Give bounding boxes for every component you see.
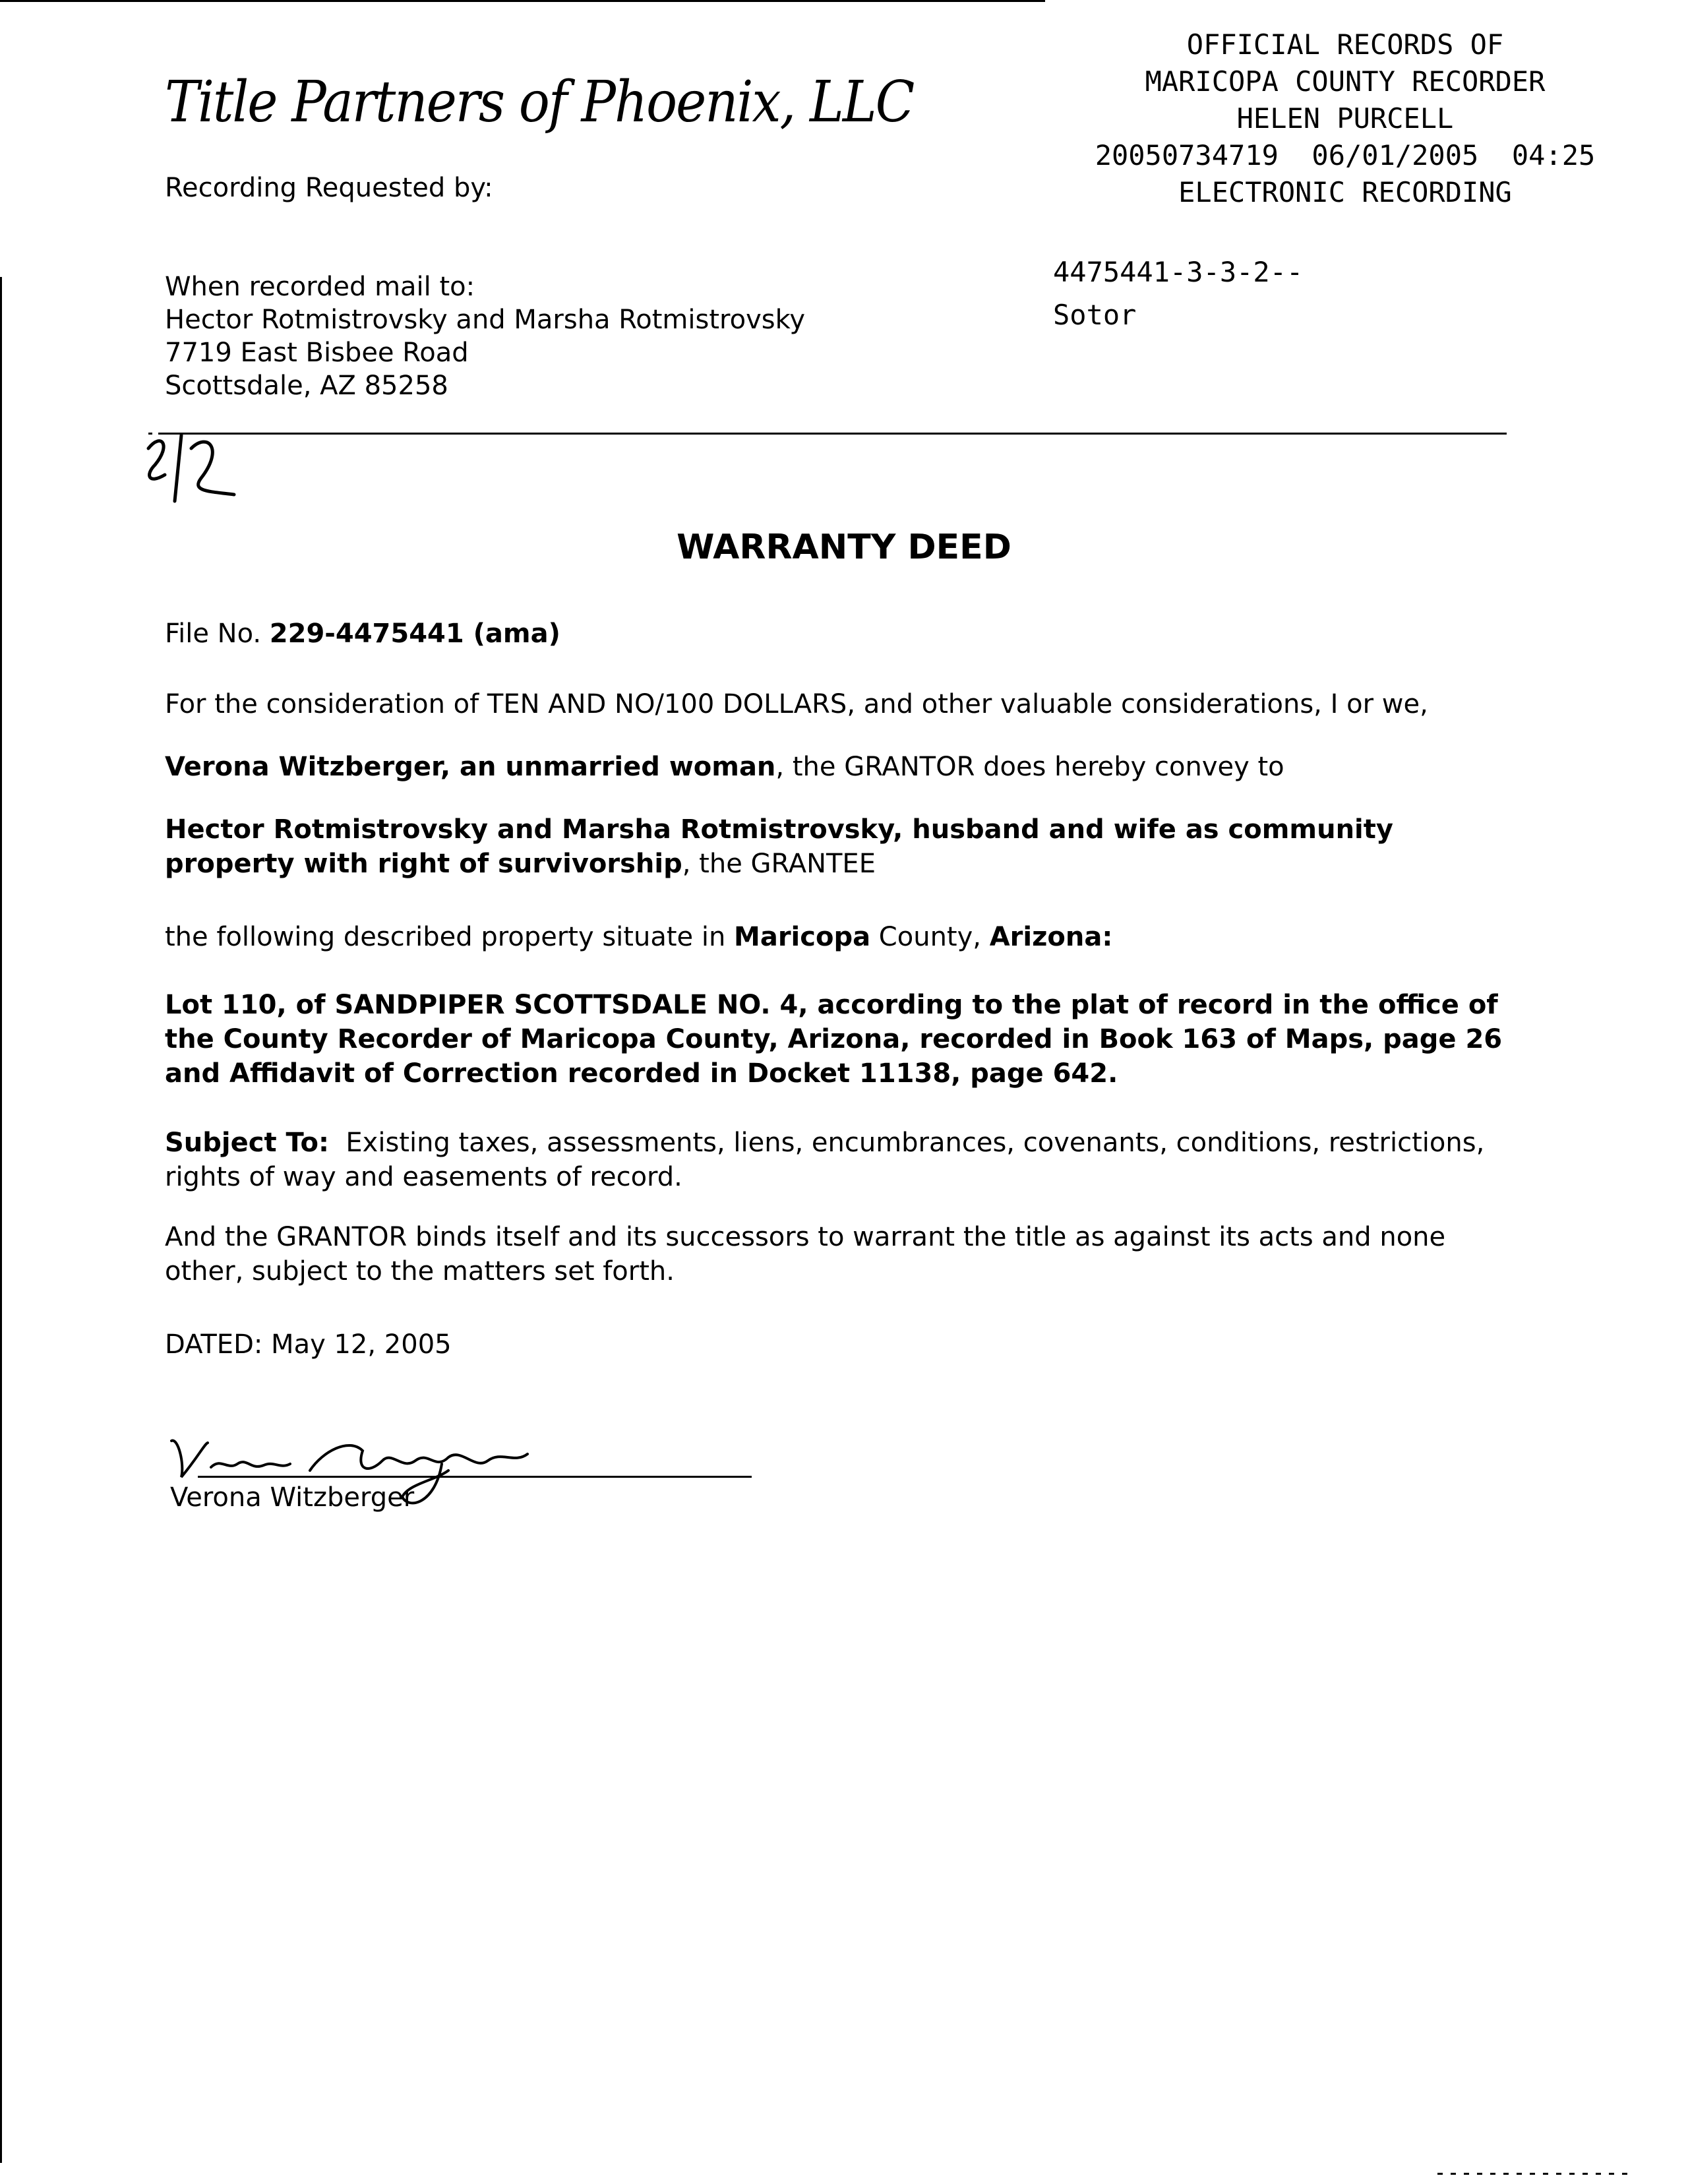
recording-requested-label: Recording Requested by: bbox=[165, 173, 493, 203]
property-location-paragraph bbox=[165, 920, 1517, 954]
file-number-label: File No. bbox=[165, 619, 262, 649]
legal-description: Lot 110, of SANDPIPER SCOTTSDALE NO. 4, according to the plat of record in the office of the County Recorder of Maricopa County, Arizona, recorded in Book 163 of Maps, page 26 and Affidavit of Correction recorded in Docket 11138, page 642. bbox=[165, 990, 1503, 1089]
recorder-line: HELEN PURCELL bbox=[1236, 102, 1454, 135]
subject-to-label: Subject To: bbox=[165, 1128, 329, 1158]
mail-to-city: Scottsdale, AZ 85258 bbox=[165, 371, 448, 401]
property-prefix: the following described property situate in bbox=[165, 922, 735, 952]
recorder-line: 20050734719 06/01/2005 04:25 bbox=[1095, 139, 1596, 171]
mail-to-street: 7719 East Bisbee Road bbox=[165, 338, 469, 368]
handwritten-signature bbox=[158, 1424, 620, 1532]
grantor-name: Verona Witzberger, an unmarried woman bbox=[165, 752, 776, 782]
recorder-line: ELECTRONIC RECORDING bbox=[1178, 176, 1512, 208]
subject-to-text: Existing taxes, assessments, liens, encumbrances, covenants, conditions, restrictions, rights of way and easements of record. bbox=[165, 1128, 1485, 1192]
section-divider bbox=[158, 433, 1507, 435]
mail-to-label: When recorded mail to: bbox=[165, 272, 475, 302]
company-logo-text: Title Partners of Phoenix, LLC bbox=[165, 70, 914, 135]
file-number: 229-4475441 (ama) bbox=[269, 619, 560, 649]
grantee-suffix: , the GRANTEE bbox=[682, 849, 876, 879]
grantor-paragraph bbox=[165, 750, 1517, 784]
subject-to-paragraph bbox=[165, 1126, 1517, 1194]
warranty-clause: And the GRANTOR binds itself and its successors to warrant the title as against its acts and none other, subject to the matters set forth. bbox=[165, 1222, 1446, 1287]
grantee-paragraph bbox=[165, 812, 1517, 881]
dated-line: DATED: May 12, 2005 bbox=[165, 1329, 452, 1360]
recorder-line: OFFICIAL RECORDS OF bbox=[1186, 28, 1504, 61]
document-title: WARRANTY DEED bbox=[677, 528, 1011, 567]
grantee-name: Hector Rotmistrovsky and Marsha Rotmistrovsky, husband and wife as community property with right of survivorship bbox=[165, 814, 1393, 879]
state-colon: : bbox=[1102, 922, 1113, 952]
reference-number: 4475441-3-3-2-- bbox=[1053, 256, 1304, 288]
signature-line bbox=[198, 1476, 752, 1478]
top-border-line bbox=[0, 0, 1045, 2]
grantor-suffix: , the GRANTOR does hereby convey to bbox=[775, 752, 1284, 782]
clerk-name: Sotor bbox=[1053, 299, 1137, 331]
recording-reference bbox=[1053, 251, 1303, 336]
county-name: Maricopa bbox=[734, 922, 871, 952]
mail-to-name: Hector Rotmistrovsky and Marsha Rotmistrovsky bbox=[165, 305, 805, 335]
scan-artifact-dots bbox=[1437, 2173, 1635, 2175]
recorder-line: MARICOPA COUNTY RECORDER bbox=[1145, 65, 1546, 98]
signer-name: Verona Witzberger bbox=[170, 1482, 415, 1513]
consideration-paragraph: For the consideration of TEN AND NO/100 DOLLARS, and other valuable considerations, I or we, bbox=[165, 689, 1428, 719]
handwritten-page-count bbox=[135, 429, 254, 510]
file-number-line bbox=[165, 617, 1517, 651]
state-name: Arizona bbox=[989, 922, 1102, 952]
recorder-stamp bbox=[1045, 26, 1645, 211]
county-word: County, bbox=[870, 922, 990, 952]
mail-to-block bbox=[165, 270, 805, 402]
